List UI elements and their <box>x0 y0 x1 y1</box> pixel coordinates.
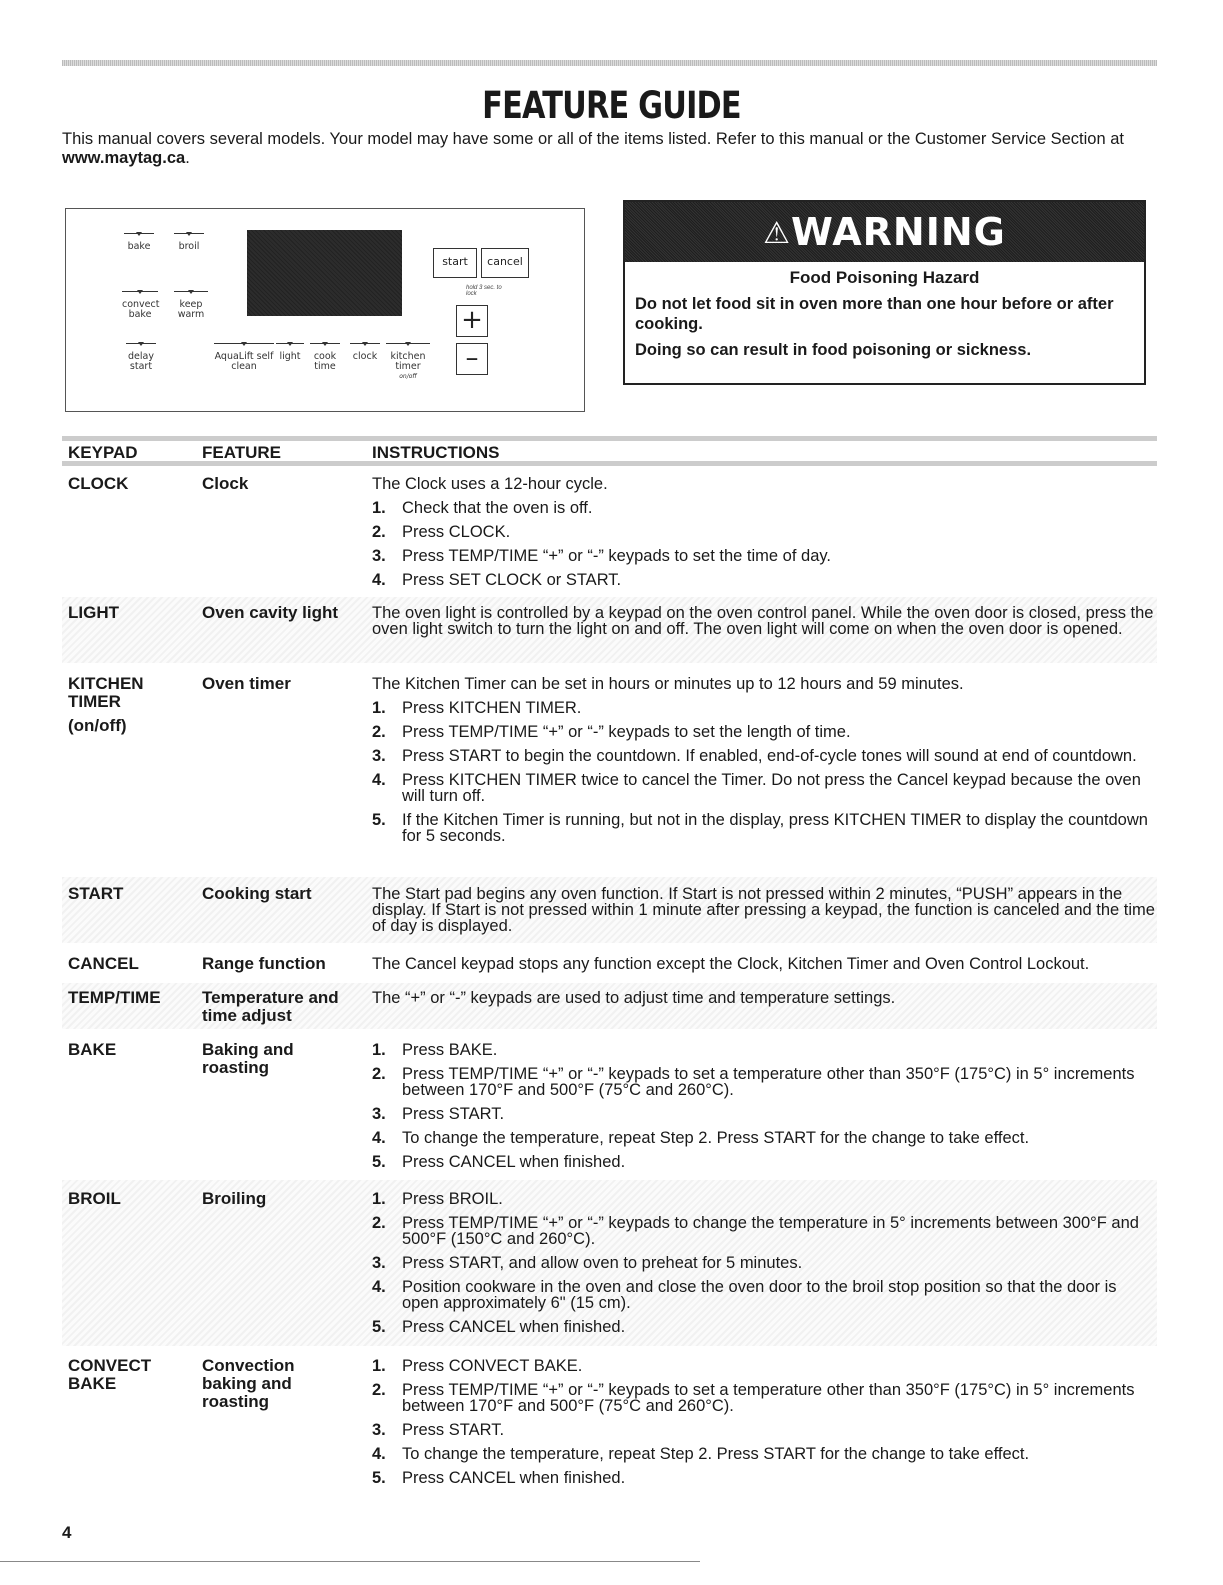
warning-title: Food Poisoning Hazard <box>789 268 980 287</box>
page-title: FEATURE GUIDE <box>482 84 741 127</box>
top-rule <box>62 60 1157 66</box>
feature-cell: Broiling <box>202 1189 267 1208</box>
keypad-cell: BAKE <box>68 1040 117 1059</box>
instruction-step: 5. Press CANCEL when finished. <box>372 1318 626 1336</box>
keypad-cell: CANCEL <box>68 954 139 973</box>
table-row <box>62 948 1157 980</box>
instructions-cell <box>372 1191 1152 1343</box>
panel-start-button: start <box>433 248 477 278</box>
instruction-step: 2. Press TEMP/TIME “+” or “-” keypads to set a temperature other than 350°F (175°C) in 5° increments between 170°F and 500°F (75°C and 260°C). <box>372 1381 1135 1415</box>
keypad-cell: CONVECT BAKE <box>68 1356 152 1393</box>
panel-key-broil: broil <box>174 233 204 252</box>
feature-cell: Oven cavity light <box>202 603 339 622</box>
instruction-step: 2. Press TEMP/TIME “+” or “-” keypads to set the length of time. <box>372 723 851 741</box>
instruction-step: 1. Press BROIL. <box>372 1190 503 1208</box>
feature-cell: Range function <box>202 954 326 973</box>
instruction-intro: The Kitchen Timer can be set in hours or minutes up to 12 hours and 59 minutes. <box>372 675 964 693</box>
table-row <box>62 1350 1157 1500</box>
panel-key-light: light <box>276 343 304 362</box>
instruction-intro: The Cancel keypad stops any function except the Clock, Kitchen Timer and Oven Control Lockout. <box>372 955 1090 973</box>
panel-hold-note: hold 3 sec. to lock <box>466 285 502 297</box>
instruction-step: 3. Press START to begin the countdown. If enabled, end-of-cycle tones will sound at end of countdown. <box>372 747 1137 765</box>
panel-key-cook-time: cook time <box>310 343 340 372</box>
warning-header <box>625 202 1144 262</box>
table-row <box>62 983 1157 1029</box>
feature-cell: Convection baking and roasting <box>202 1356 295 1411</box>
instruction-intro: The “+” or “-” keypads are used to adjust time and temperature settings. <box>372 989 896 1007</box>
instruction-step: 1. Press CONVECT BAKE. <box>372 1357 583 1375</box>
instruction-step: 2. Press CLOCK. <box>372 523 511 541</box>
instruction-step: 3. Press START. <box>372 1105 505 1123</box>
warning-icon: ⚠ <box>763 216 792 251</box>
panel-display <box>247 230 402 316</box>
feature-cell: Baking and roasting <box>202 1040 294 1077</box>
instruction-step: 4. To change the temperature, repeat Step 2. Press START for the change to take effect. <box>372 1445 1030 1463</box>
bottom-rule <box>0 1561 700 1562</box>
panel-plus-button: + <box>456 305 488 337</box>
intro-end: . <box>185 149 190 167</box>
instruction-step: 3. Press START, and allow oven to preheat for 5 minutes. <box>372 1254 803 1272</box>
warning-heading: WARNING <box>791 210 1006 254</box>
keypad-cell: LIGHT <box>68 603 119 622</box>
instructions-cell <box>372 956 1162 980</box>
keypad-cell: BROIL <box>68 1189 121 1208</box>
table-row <box>62 877 1157 943</box>
control-panel-diagram <box>65 208 585 412</box>
instruction-step: 1. Press BAKE. <box>372 1041 498 1059</box>
feature-cell: Temperature and time adjust <box>202 988 339 1025</box>
warning-line-2: Doing so can result in food poisoning or sickness. <box>635 341 1032 359</box>
keypad-cell: START <box>68 884 124 903</box>
instruction-step: 5. If the Kitchen Timer is running, but not in the display, press KITCHEN TIMER to display the countdown for 5 seconds. <box>372 811 1148 845</box>
keypad-cell: CLOCK <box>68 474 129 493</box>
keypad-cell: KITCHEN TIMER (on/off) <box>68 674 144 735</box>
panel-key-keep-warm: keep warm <box>174 291 208 320</box>
instruction-step: 1. Press KITCHEN TIMER. <box>372 699 582 717</box>
instructions-cell <box>372 676 1152 852</box>
panel-key-convect-bake: convect bake <box>122 291 158 320</box>
instruction-step: 3. Press TEMP/TIME “+” or “-” keypads to set the time of day. <box>372 547 831 565</box>
feature-cell: Oven timer <box>202 674 291 693</box>
intro-paragraph <box>62 130 1152 168</box>
header-feature: FEATURE <box>202 443 282 462</box>
warning-box <box>623 200 1146 385</box>
panel-key-delay-start: delay start <box>126 343 156 372</box>
panel-key-bake: bake <box>124 233 154 252</box>
instructions-cell <box>372 1358 1152 1494</box>
instructions-cell <box>372 1042 1152 1178</box>
intro-text: This manual covers several models. Your model may have some or all of the items listed. Refer to this manual or the Customer Service Section at <box>62 130 1124 148</box>
instruction-intro: The Start pad begins any oven function. If Start is not pressed within 2 minutes, “PUSH” appears in the display. If Start is not pressed within 1 minute after pressing a keypad, the function is canceled and the time of day is displayed. <box>372 885 1155 935</box>
instructions-cell <box>372 990 1152 1014</box>
instruction-step: 4. Press KITCHEN TIMER twice to cancel the Timer. Do not press the Cancel keypad because the oven will turn off. <box>372 771 1141 805</box>
instruction-intro: The Clock uses a 12-hour cycle. <box>372 475 608 493</box>
instruction-step: 1. Check that the oven is off. <box>372 499 593 517</box>
table-row <box>62 597 1157 663</box>
instruction-step: 4. Position cookware in the oven and close the oven door to the broil stop position so that the door is open approximately 6" (15 cm). <box>372 1278 1117 1312</box>
instruction-step: 5. Press CANCEL when finished. <box>372 1153 626 1171</box>
instruction-step: 5. Press CANCEL when finished. <box>372 1469 626 1487</box>
table-row <box>62 669 1157 872</box>
feature-cell: Cooking start <box>202 884 312 903</box>
panel-cancel-button: cancel <box>481 248 529 278</box>
instruction-step: 4. Press SET CLOCK or START. <box>372 571 622 589</box>
instruction-step: 4. To change the temperature, repeat Step 2. Press START for the change to take effect. <box>372 1129 1030 1147</box>
page-number: 4 <box>62 1523 72 1542</box>
panel-key-aqualift: AquaLift self clean <box>214 343 274 372</box>
instruction-intro: The oven light is controlled by a keypad on the oven control panel. While the oven door is closed, press the oven light switch to turn the light on and off. The oven light will come on when the oven door is opened. <box>372 604 1154 638</box>
instructions-cell <box>372 605 1157 645</box>
table-header <box>62 436 1157 466</box>
panel-key-clock: clock <box>350 343 380 362</box>
table-row <box>62 1180 1157 1346</box>
table-row <box>62 472 1157 594</box>
instruction-step: 3. Press START. <box>372 1421 505 1439</box>
panel-minus-button: – <box>456 343 488 375</box>
header-keypad: KEYPAD <box>68 443 138 462</box>
instruction-step: 2. Press TEMP/TIME “+” or “-” keypads to set a temperature other than 350°F (175°C) in 5° increments between 170°F and 500°F (75°C and 260°C). <box>372 1065 1135 1099</box>
instructions-cell <box>372 476 1152 596</box>
panel-key-kitchen-timer: kitchen timer on/off <box>386 343 430 382</box>
table-row <box>62 1034 1157 1177</box>
instructions-cell <box>372 886 1157 942</box>
header-instructions: INSTRUCTIONS <box>372 443 500 462</box>
feature-cell: Clock <box>202 474 249 493</box>
website-link[interactable]: www.maytag.ca <box>62 149 186 167</box>
instruction-step: 2. Press TEMP/TIME “+” or “-” keypads to change the temperature in 5° increments between 300°F and 500°F (150°C and 260°C). <box>372 1214 1139 1248</box>
keypad-cell: TEMP/TIME <box>68 988 161 1007</box>
warning-line-1: Do not let food sit in oven more than one hour before or after cooking. <box>635 295 1114 333</box>
